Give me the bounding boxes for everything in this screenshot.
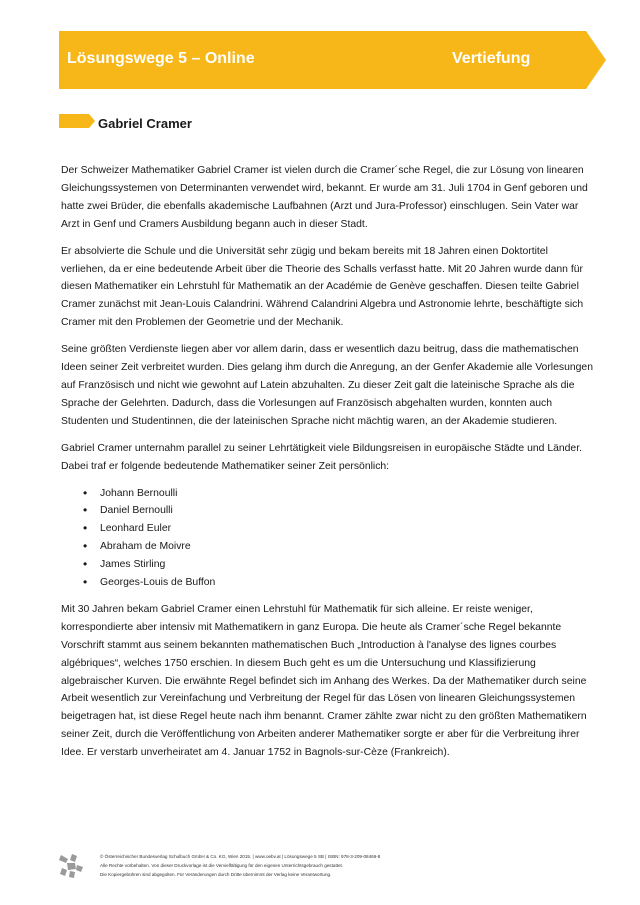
footer-line: Alle Rechte vorbehalten. Von dieser Druckvorlage ist die Vervielfältigung für den eigenen Unterrichtsgebrauch gestattet. (100, 863, 344, 868)
paragraph: Der Schweizer Mathematiker Gabriel Cramer ist vielen durch die Cramer´sche Regel, die zur Lösung von linearen Gleichungssystemen von Determinanten verwendet wird, bekannt. Er wurde am 31. Juli 1704 in Genf geboren und hatte zwei Brüder, die ebenfalls akademische Laufbahnen (Arzt und Jura-Professor) einschlugen. Sein Vater war Arzt in Genf und Cramers Ausbildung begann auch in dieser Stadt. (61, 165, 588, 230)
list-item (61, 485, 595, 503)
title-marker-arrow-icon (59, 114, 95, 128)
bullet-icon: • (83, 557, 88, 572)
header-category-label: Vertiefung (452, 50, 531, 67)
list-item-text: James Stirling (100, 559, 166, 571)
footer-line: © Österreichischer Bundesverlag Schulbuch GmbH & Co. KG, Wien 2015. | www.oebv.at | Lösungswege 5 SB | ISBN: 978-3-209-08466-8 (100, 854, 381, 859)
bullet-icon: • (83, 485, 88, 500)
bullet-icon: • (83, 539, 88, 554)
article-body (61, 162, 595, 771)
paragraph: Seine größten Verdienste liegen aber vor allem darin, dass er wesentlich dazu beitrug, dass die mathematischen Ideen seiner Zeit verbreitet wurden. Dies gelang ihm durch die Anregung, an der Genfer Akademie alle Vorlesungen auf Französisch und nicht wie gewohnt auf Latein abzuhalten. Zu dieser Zeit galt die lateinische Sprache als die Sprache der Gelehrten. Dadurch, dass die Vorlesungen auf Französisch abgehalten wurden, konnten auch Studenten und Studentinnen, die der lateinischen Sprache nicht mächtig waren, an der Akademie studieren. (61, 344, 593, 427)
footer-copyright (100, 852, 570, 879)
paragraph: Gabriel Cramer unternahm parallel zu seiner Lehrtätigkeit viele Bildungsreisen in europäische Städte und Länder. Dabei traf er folgende bedeutende Mathematiker seiner Zeit persönlich: (61, 442, 582, 472)
list-item (61, 574, 595, 592)
list-item (61, 556, 595, 574)
closing-paragraph: Mit 30 Jahren bekam Gabriel Cramer einen Lehrstuhl für Mathematik für sich alleine. Er reiste weniger, korrespondierte aber intensiv mit Mathematikern in ganz Europa. Die heute als Cramer´sche Regel bekannte Vorschrift stammt aus seinem bekannten mathematischen Buch „Introduction à l'analyse des lignes courbes algébriques“, welches 1750 erschien. In diesem Buch geht es um die Untersuchung und Klassifizierung algebraischer Kurven. Die erwähnte Regel befindet sich im Anhang des Werkes. Da der Mathematiker durch seine Arbeit wesentlich zur Vereinfachung und Verbreitung der Regel für das Lösen von linearen Gleichungssystemen beigetragen hat, ist diese Regel heute nach ihm benannt. Cramer zählte zwar nicht zu den größten Mathematikern seiner Zeit, durch die Veröffentlichung von Arbeiten anderer Mathematiker sorgte er aber für die Verbreitung ihrer Idee. Er verstarb unverheiratet am 4. Januar 1752 in Bagnols-sur-Cèze (Frankreich). (61, 603, 587, 759)
bullet-icon: • (83, 503, 88, 518)
list-item-text: Georges-Louis de Buffon (100, 577, 216, 589)
bullet-icon: • (83, 521, 88, 536)
list-item-text: Abraham de Moivre (100, 541, 191, 553)
list-item (61, 538, 595, 556)
footer-line: Die Kopiergebühren sind abgegolten. Für Veränderungen durch Dritte übernimmt der Verlag keine Verantwortung. (100, 872, 332, 877)
header-series-title: Lösungswege 5 – Online (67, 50, 255, 67)
mathematicians-list (61, 485, 595, 592)
paragraph: Er absolvierte die Schule und die Universität sehr zügig und bekam bereits mit 18 Jahren einen Doktortitel verliehen, da er eine bedeutende Arbeit über die Theorie des Schalls verfasst hatte. Mit 20 Jahren wurde dann für diesen Mathematiker ein Lehrstuhl für Mathematik an der Académie de Genève geschaffen. Diesen teilte Gabriel Cramer zunächst mit Jean-Louis Calandrini. Während Calandrini Algebra und Astronomie lehrte, beschäftigte sich Cramer mit den Problemen der Geometrie und der Mechanik. (61, 245, 584, 329)
list-item (61, 520, 595, 538)
bullet-icon: • (83, 575, 88, 590)
list-item-text: Leonhard Euler (100, 523, 172, 535)
list-item-text: Johann Bernoulli (100, 487, 178, 499)
list-item (61, 502, 595, 520)
article-title: Gabriel Cramer (98, 116, 192, 131)
list-item-text: Daniel Bernoulli (100, 505, 173, 517)
publisher-logo-icon (58, 853, 84, 879)
